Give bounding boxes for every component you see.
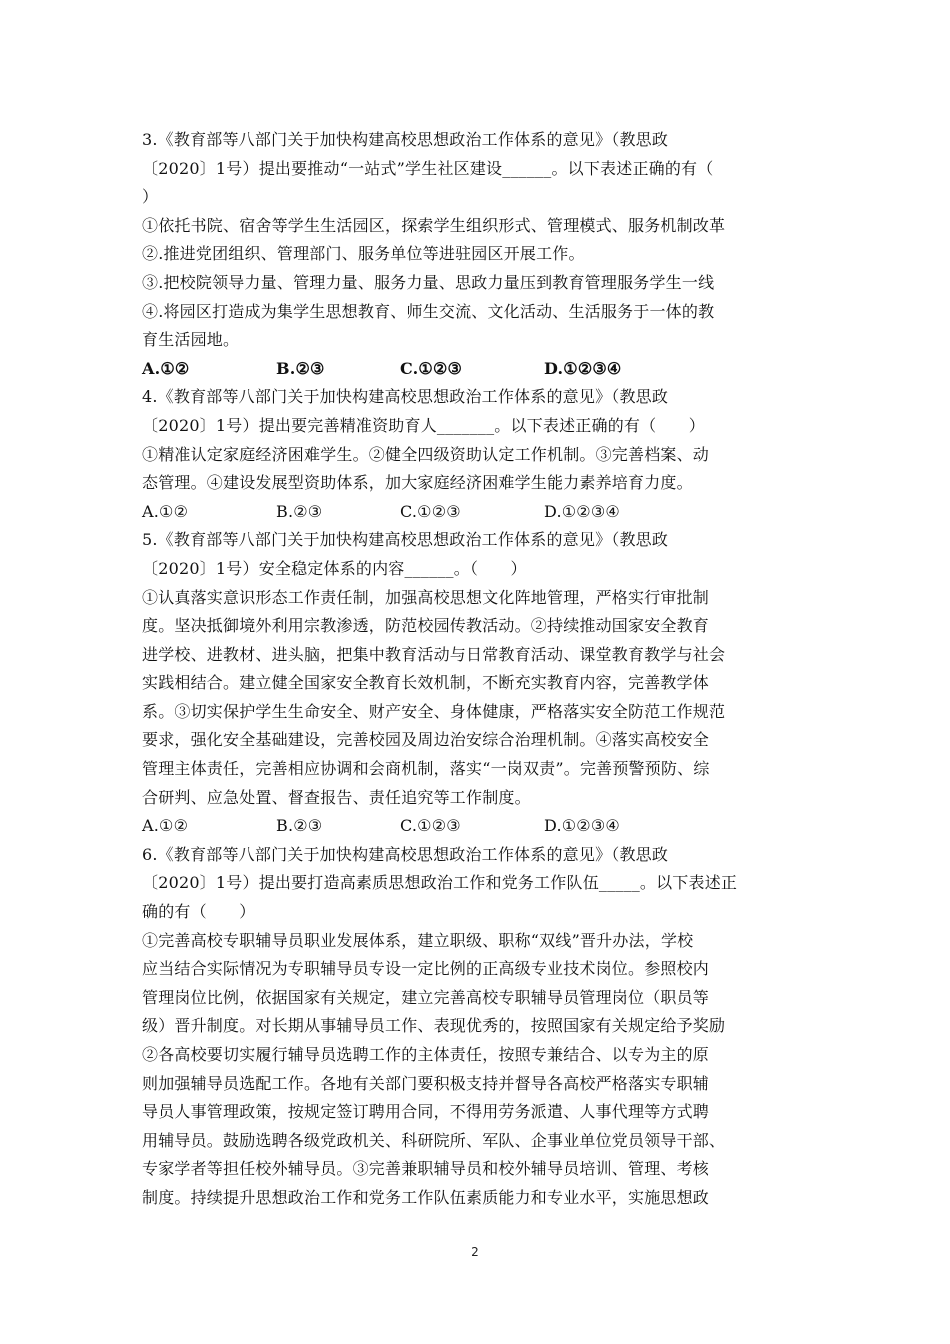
- question-text-line: 3.《教育部等八部门关于加快构建高校思想政治工作体系的意见》（教思政: [142, 130, 669, 149]
- page-number: 2: [471, 1245, 479, 1259]
- statement-line: ②.推进党团组织、管理部门、服务单位等进驻园区开展工作。: [142, 244, 585, 264]
- option-a: A.①②: [142, 358, 190, 378]
- option-b: B.②③: [276, 358, 325, 378]
- statement-line: 管理岗位比例，依据国家有关规定，建立完善高校专职辅导员管理岗位（职员等: [142, 987, 710, 1007]
- option-d: D.①②③④: [544, 358, 622, 378]
- statement-line: ③.把校院领导力量、管理力量、服务力量、思政力量压到教育管理服务学生一线: [142, 272, 715, 292]
- answer-options: [142, 812, 810, 841]
- statement-line: 进学校、进教材、进头脑，把集中教育活动与日常教育活动、课堂教育教学与社会: [142, 644, 726, 664]
- statement-line: 实践相结合。建立健全国家安全教育长效机制，不断充实教育内容，完善教学体: [142, 673, 710, 693]
- option-c: C.①②③: [400, 501, 461, 521]
- statement-line: ①精准认定家庭经济困难学生。②健全四级资助认定工作机制。③完善档案、动: [142, 444, 710, 464]
- option-a: A.①②: [142, 501, 189, 521]
- statement-line: ①完善高校专职辅导员职业发展体系，建立职级、职称“双线”晋升办法，学校: [142, 930, 694, 950]
- option-d: D.①②③④: [544, 501, 620, 521]
- option-b: B.②③: [276, 816, 323, 836]
- statement-line: 态管理。④建设发展型资助体系，加大家庭经济困难学生能力素养培育力度。: [142, 473, 693, 493]
- statement-line: ①认真落实意识形态工作责任制，加强高校思想文化阵地管理，严格实行审批制: [142, 587, 710, 607]
- statement-line: 制度。持续提升思想政治工作和党务工作队伍素质能力和专业水平，实施思想政: [142, 1187, 710, 1207]
- answer-options: [142, 498, 810, 527]
- question-6: [142, 841, 810, 1213]
- option-b: B.②③: [276, 501, 323, 521]
- question-text-line: ）: [142, 187, 159, 207]
- statement-line: 系。③切实保护学生生命安全、财产安全、身体健康，严格落实安全防范工作规范: [142, 701, 726, 721]
- question-5: [142, 526, 810, 841]
- option-c: C.①②③: [400, 358, 463, 378]
- answer-options: [142, 355, 810, 384]
- option-c: C.①②③: [400, 816, 461, 836]
- question-text-line: 4.《教育部等八部门关于加快构建高校思想政治工作体系的意见》（教思政: [142, 387, 669, 407]
- statement-line: 用辅导员。鼓励选聘各级党政机关、科研院所、军队、企事业单位党员领导干部、: [142, 1130, 726, 1150]
- question-3: [142, 126, 810, 383]
- statement-line: ②各高校要切实履行辅导员选聘工作的主体责任，按照专兼结合、以专为主的原: [142, 1045, 710, 1064]
- statement-line: 管理主体责任，完善相应协调和会商机制，落实“一岗双责”。完善预警预防、综: [142, 759, 710, 779]
- question-text-line: 〔2020〕1号）提出要推动“一站式”学生社区建设______。以下表述正确的有（: [142, 158, 714, 178]
- document-body: [142, 126, 810, 1213]
- statement-line: 专家学者等担任校外辅导员。③完善兼职辅导员和校外辅导员培训、管理、考核: [142, 1159, 710, 1179]
- question-text-line: 〔2020〕1号）提出要打造高素质思想政治工作和党务工作队伍_____。以下表述正: [142, 873, 738, 893]
- option-d: D.①②③④: [544, 816, 620, 836]
- question-text-line: 确的有（ ）: [142, 902, 256, 922]
- statement-line: 合研判、应急处置、督查报告、责任追究等工作制度。: [142, 787, 531, 807]
- statement-line: 级）晋升制度。对长期从事辅导员工作、表现优秀的，按照国家有关规定给予奖励: [142, 1016, 726, 1036]
- statement-line: 度。坚决抵御境外利用宗教渗透，防范校园传教活动。②持续推动国家安全教育: [142, 616, 710, 636]
- statement-line: 导员人事管理政策，按规定签订聘用合同，不得用劳务派遣、人事代理等方式聘: [142, 1102, 710, 1122]
- question-text-line: 〔2020〕1号）提出要完善精准资助育人_______。以下表述正确的有（ ）: [142, 415, 705, 435]
- option-a: A.①②: [142, 816, 189, 836]
- statement-line: ④.将园区打造成为集学生思想教育、师生交流、文化活动、生活服务于一体的教: [142, 301, 715, 321]
- statement-line: 则加强辅导员选配工作。各地有关部门要积极支持并督导各高校严格落实专职辅: [142, 1073, 710, 1093]
- question-4: [142, 383, 810, 526]
- statement-line: ①依托书院、宿舍等学生生活园区，探索学生组织形式、管理模式、服务机制改革: [142, 215, 726, 235]
- statement-line: 要求，强化安全基础建设，完善校园及周边治安综合治理机制。④落实高校安全: [142, 730, 710, 750]
- question-text-line: 6.《教育部等八部门关于加快构建高校思想政治工作体系的意见》（教思政: [142, 844, 669, 864]
- statement-line: 应当结合实际情况为专职辅导员专设一定比例的正高级专业技术岗位。参照校内: [142, 959, 710, 979]
- question-text-line: 〔2020〕1号）安全稳定体系的内容______。（ ）: [142, 558, 527, 578]
- question-text-line: 5.《教育部等八部门关于加快构建高校思想政治工作体系的意见》（教思政: [142, 530, 669, 550]
- statement-line: 育生活园地。: [142, 330, 240, 350]
